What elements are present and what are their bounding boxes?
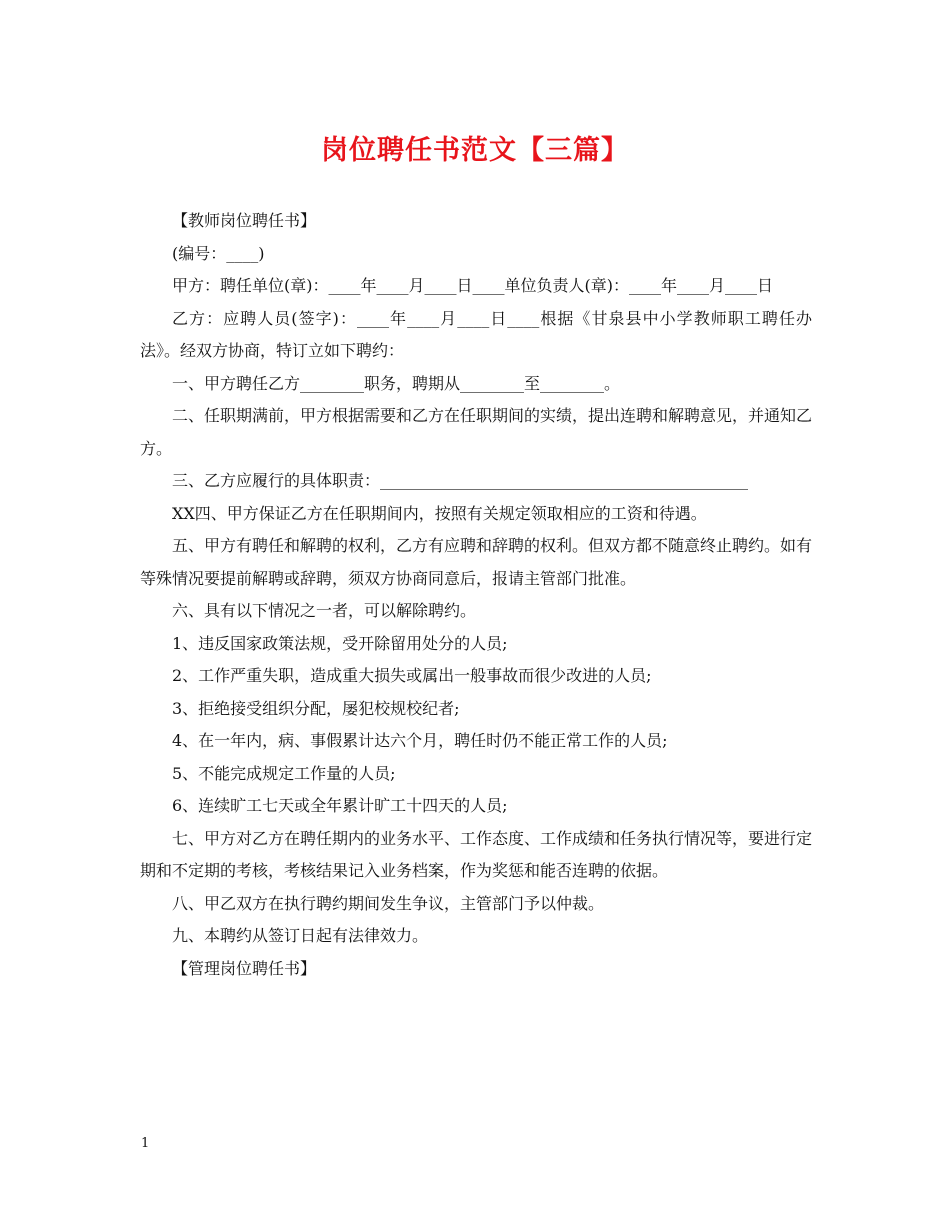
page-number: 1 [141,1136,150,1151]
paragraph-9: 五、甲方有聘任和解聘的权利，乙方有应聘和辞聘的权利。但双方都不随意终止聘约。如有等殊情况要提前解聘或辞聘，须双方协商同意后，报请主管部门批准。 [140,536,813,588]
paragraph-3: 甲方：聘任单位(章)：____年____月____日____单位负责人(章)：____年____月____日 [172,276,773,295]
paragraph-20: 【管理岗位聘任书】 [172,958,317,978]
paragraph-6: 二、任职期满前，甲方根据需要和乙方在任职期间的实绩，提出连聘和解聘意见，并通知乙方。 [140,406,813,458]
paragraph-8: XX四、甲方保证乙方在任职期间内，按照有关规定领取相应的工资和待遇。 [172,503,707,523]
paragraph-15: 5、不能完成规定工作量的人员; [172,763,396,783]
paragraph-17: 七、甲方对乙方在聘任期内的业务水平、工作态度、工作成绩和任务执行情况等，要进行定期和不定期的考核，考核结果记入业务档案，作为奖惩和能否连聘的依据。 [140,828,813,880]
paragraph-7: 三、乙方应履行的具体职责：______________________________________________ [172,471,749,490]
paragraph-16: 6、连续旷工七天或全年累计旷工十四天的人员; [172,796,508,815]
document-title: 岗位聘任书范文【三篇】 [321,135,629,166]
paragraph-13: 3、拒绝接受组织分配，屡犯校规校纪者; [172,698,460,718]
paragraph-19: 九、本聘约从签订日起有法律效力。 [172,926,429,945]
paragraph-12: 2、工作严重失职，造成重大损失或属出一般事故而很少改进的人员; [172,666,652,685]
paragraph-11: 1、违反国家政策法规，受开除留用处分的人员; [172,633,508,653]
paragraph-10: 六、具有以下情况之一者，可以解除聘约。 [172,601,477,620]
paragraph-18: 八、甲乙双方在执行聘约期间发生争议，主管部门予以仲裁。 [172,893,605,913]
paragraph-5: 一、甲方聘任乙方________职务，聘期从________至________。 [172,373,621,393]
document-body [140,205,812,985]
paragraph-1: 【教师岗位聘任书】 [172,211,317,230]
paragraph-2: (编号：____) [172,243,265,263]
paragraph-4: 乙方：应聘人员(签字)：____年____月____日____根据《甘泉县中小学教师职工聘任办法》。经双方协商，特订立如下聘约： [140,308,812,360]
paragraph-14: 4、在一年内，病、事假累计达六个月，聘任时仍不能正常工作的人员; [172,731,668,750]
